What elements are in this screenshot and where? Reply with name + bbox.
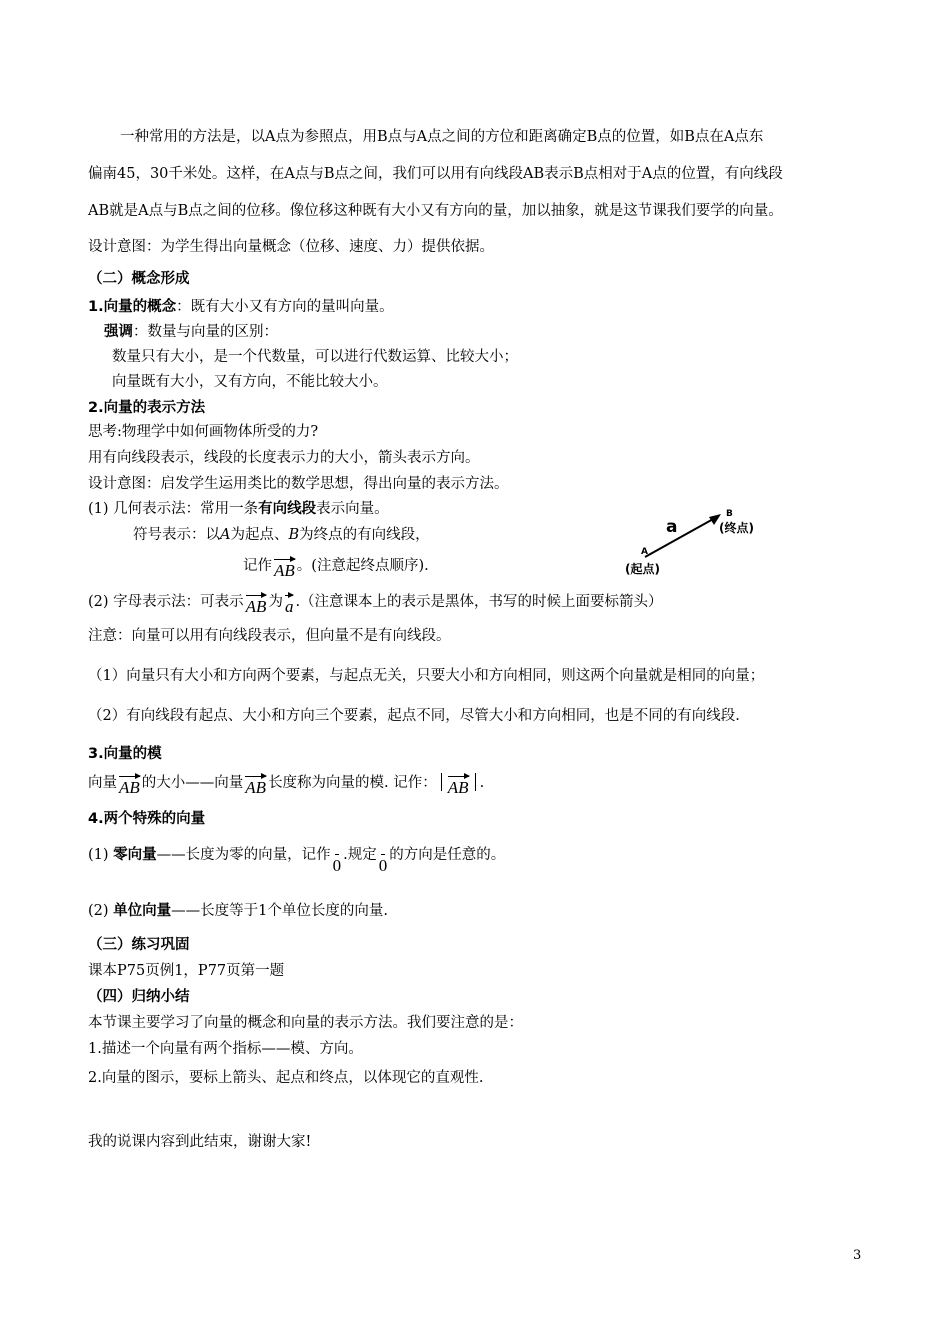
sym-post: 为终点的有向线段， [299, 527, 430, 543]
mod-2: 的大小——向量 [141, 775, 244, 791]
practice-text: 课本P75页例1，P77页第一题 [88, 963, 285, 979]
sym-mid: 为起点、 [230, 527, 289, 543]
geo-post: 表示向量。 [316, 501, 389, 517]
vector-diagram [615, 500, 785, 585]
zero-vector-term: 零向量 [113, 847, 157, 863]
letter-post: .（注意课本上的表示是黑体，书写的时候上面要标箭头） [295, 594, 663, 610]
label-start-point: (起点) [625, 562, 660, 576]
sym-pre: 符号表示：以 [133, 527, 220, 543]
modulus-line [88, 773, 484, 797]
vector-line [645, 518, 715, 557]
notation-line [243, 556, 429, 580]
unit-vector-term: 单位向量 [113, 903, 172, 919]
unit-text: ——长度等于1个单位长度的向量. [171, 903, 388, 919]
concept-4-title: 4.两个特殊的向量 [88, 811, 206, 827]
think-answer: 用有向线段表示，线段的长度表示力的大小，箭头表示方向。 [88, 450, 480, 466]
zero-vector-line [88, 845, 505, 876]
zero-vector-symbol-2: 0 [379, 852, 388, 876]
mod-4: . [479, 775, 485, 791]
vector-ab-3: AB [119, 773, 140, 797]
mod-1: 向量 [88, 775, 117, 791]
think-question: 思考:物理学中如何画物体所受的力? [88, 424, 319, 440]
note-pre: 记作 [243, 558, 272, 574]
intro-line-1: 一种常用的方法是，以A点为参照点，用B点与A点之间的方位和距离确定B点的位置，如B点在A点东 [120, 129, 764, 145]
abs-bar-right [475, 773, 476, 791]
symbol-representation [133, 525, 430, 545]
stress-text: ：数量与向量的区别： [133, 324, 278, 340]
letter-mid: 为 [268, 594, 283, 610]
geo-pre: (1) 几何表示法：常用一条 [88, 501, 259, 517]
geo-bold: 有向线段 [258, 501, 317, 517]
mod-3: 长度称为向量的模. 记作： [268, 775, 437, 791]
zero-1: ——长度为零的向量，记作 [156, 847, 331, 863]
zero-3: 的方向是任意的。 [389, 847, 506, 863]
section-heading-concept: （二）概念形成 [88, 271, 190, 287]
unit-pre: (2) [88, 903, 114, 919]
vector-a: a [285, 592, 294, 616]
vector-ab: AB [274, 556, 295, 580]
point-2: （2）有向线段有起点、大小和方向三个要素，起点不同，尽管大小和方向相同，也是不同的有向线段. [88, 708, 740, 724]
concept-1-text: ：既有大小又有方向的量叫向量。 [176, 299, 394, 315]
zero-2: .规定 [343, 847, 377, 863]
vector-ab-5: AB [448, 773, 469, 797]
summary-item-2: 2.向量的图示，要标上箭头、起点和终点，以体现它的直观性. [88, 1070, 484, 1086]
geometric-representation [88, 499, 389, 519]
letter-pre: (2) 字母表示法：可表示 [88, 594, 244, 610]
sym-b: B [288, 527, 300, 543]
note-post: 。(注意起终点顺序). [296, 558, 429, 574]
concept-2-title: 2.向量的表示方法 [88, 400, 206, 416]
concept-1 [88, 297, 394, 317]
section-heading-practice: （三）练习巩固 [88, 937, 190, 953]
stress-label: 强调 [104, 324, 133, 340]
stress-item-1: 数量只有大小，是一个代数量，可以进行代数运算、比较大小； [112, 349, 518, 365]
stress-item-2: 向量既有大小，又有方向，不能比较大小。 [112, 374, 388, 390]
abs-bar-left [441, 773, 442, 791]
intro-line-2: 偏南45，30千米处。这样，在A点与B点之间，我们可以用有向线段AB表示B点相对于A点的位置，有向线段 [88, 166, 783, 182]
vector-ab-4: AB [245, 773, 266, 797]
design-intent: 设计意图：启发学生运用类比的数学思想，得出向量的表示方法。 [88, 476, 509, 492]
concept-3-title: 3.向量的模 [88, 746, 162, 762]
label-a: a [666, 517, 678, 537]
vector-ab-2: AB [246, 592, 267, 616]
zero-vector-symbol: 0 [333, 852, 342, 876]
label-a-point: A [641, 547, 648, 557]
intro-line-4: 设计意图：为学生得出向量概念（位移、速度、力）提供依据。 [88, 239, 494, 255]
sym-a: A [220, 527, 231, 543]
intro-line-3: AB就是A点与B点之间的位移。像位移这种既有大小又有方向的量，加以抽象，就是这节课我们要学的向量。 [88, 203, 783, 219]
page-number: 3 [853, 1248, 862, 1263]
label-end-point: (终点) [719, 521, 754, 535]
summary-intro: 本节课主要学习了向量的概念和向量的表示方法。我们要注意的是： [88, 1015, 523, 1031]
concept-1-title: 1.向量的概念 [88, 299, 177, 315]
letter-representation [88, 592, 663, 616]
label-b: B [726, 509, 733, 519]
summary-item-1: 1.描述一个向量有两个指标——模、方向。 [88, 1041, 363, 1057]
zero-pre: (1) [88, 847, 114, 863]
point-1: （1）向量只有大小和方向两个要素，与起点无关，只要大小和方向相同，则这两个向量就是相同的向量； [88, 668, 765, 684]
stress-line [104, 322, 278, 342]
closing-remark: 我的说课内容到此结束，谢谢大家! [88, 1134, 312, 1150]
unit-vector-line [88, 901, 388, 921]
caution-note: 注意：向量可以用有向线段表示，但向量不是有向线段。 [88, 628, 451, 644]
section-heading-summary: （四）归纳小结 [88, 989, 190, 1005]
